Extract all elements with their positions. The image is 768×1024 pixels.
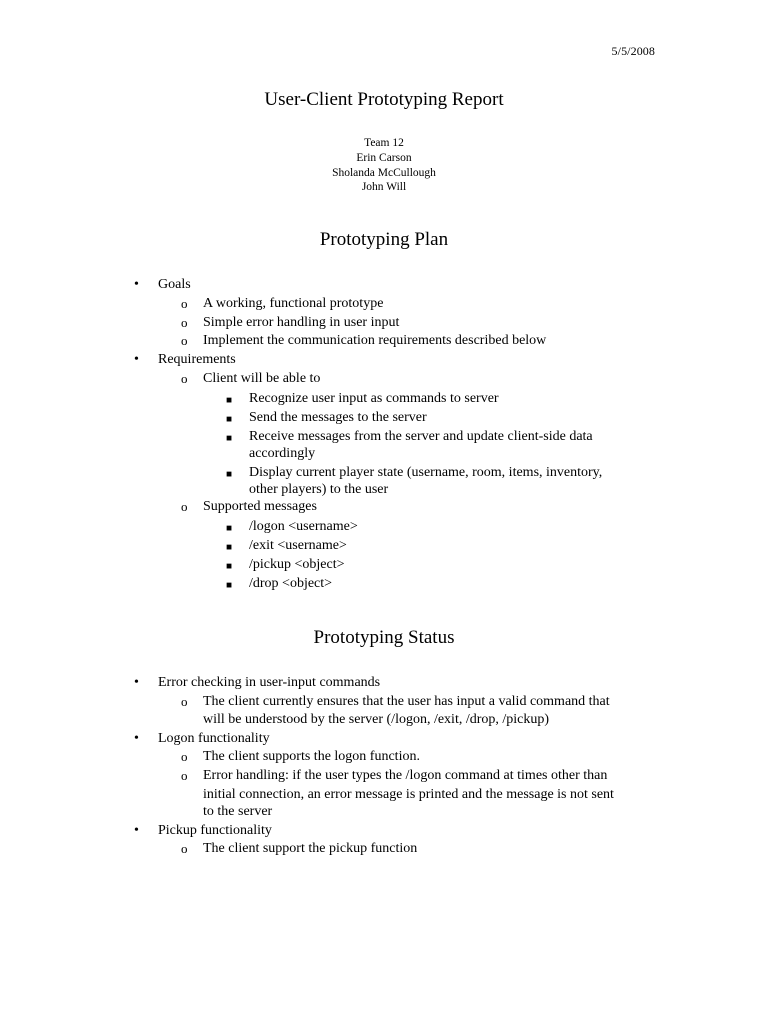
circle-bullet-icon: o	[181, 768, 188, 783]
circle-bullet-icon: o	[181, 499, 188, 514]
error-checking-item: will be understood by the server (/logon, /exit, /drop, /pickup)	[203, 712, 550, 727]
logon-label: Logon functionality	[158, 731, 270, 746]
client-item: Send the messages to the server	[249, 410, 427, 425]
square-bullet-icon: ■	[226, 414, 233, 425]
goals-label: Goals	[158, 277, 191, 292]
square-bullet-icon: ■	[226, 523, 233, 534]
client-item: Recognize user input as commands to server	[249, 391, 499, 406]
message-item: /drop <object>	[249, 576, 333, 591]
goal-item: A working, functional prototype	[203, 296, 384, 311]
square-bullet-icon: ■	[226, 433, 233, 444]
section-heading-plan: Prototyping Plan	[319, 229, 449, 250]
client-item: other players) to the user	[249, 482, 389, 497]
client-item: Receive messages from the server and update client-side data	[249, 429, 593, 444]
circle-bullet-icon: o	[181, 371, 188, 386]
document-title: User-Client Prototyping Report	[264, 89, 504, 110]
circle-bullet-icon: o	[181, 315, 188, 330]
goal-item: Simple error handling in user input	[203, 315, 400, 330]
team-name: Team 12	[364, 137, 404, 149]
client-label: Client will be able to	[203, 371, 321, 386]
message-item: /pickup <object>	[249, 557, 345, 572]
logon-item: The client supports the logon function.	[203, 749, 420, 764]
bullet-icon: •	[134, 277, 139, 292]
circle-bullet-icon: o	[181, 333, 188, 348]
message-item: /logon <username>	[249, 519, 358, 534]
bullet-icon: •	[134, 823, 139, 838]
logon-item: to the server	[203, 804, 273, 819]
logon-item: Error handling: if the user types the /logon command at times other than	[203, 768, 608, 783]
square-bullet-icon: ■	[226, 395, 233, 406]
bullet-icon: •	[134, 731, 139, 746]
team-member: Erin Carson	[356, 151, 412, 164]
circle-bullet-icon: o	[181, 694, 188, 709]
square-bullet-icon: ■	[226, 561, 233, 572]
requirements-label: Requirements	[158, 352, 236, 367]
team-member: Sholanda McCullough	[332, 166, 436, 179]
bullet-icon: •	[134, 675, 139, 690]
error-checking-label: Error checking in user-input commands	[158, 675, 381, 690]
client-item: Display current player state (username, room, items, inventory,	[249, 465, 603, 480]
circle-bullet-icon: o	[181, 296, 188, 311]
circle-bullet-icon: o	[181, 749, 188, 764]
square-bullet-icon: ■	[226, 469, 233, 480]
document-date: 5/5/2008	[611, 44, 655, 58]
square-bullet-icon: ■	[226, 580, 233, 591]
team-block	[0, 136, 768, 195]
square-bullet-icon: ■	[226, 542, 233, 553]
section-heading-status: Prototyping Status	[313, 627, 455, 648]
bullet-icon: •	[134, 352, 139, 367]
pickup-label: Pickup functionality	[158, 823, 272, 838]
team-member: John Will	[361, 181, 407, 194]
logon-item: initial connection, an error message is printed and the message is not sent	[203, 787, 614, 802]
client-item: accordingly	[249, 446, 316, 461]
messages-label: Supported messages	[203, 499, 317, 514]
message-item: /exit <username>	[249, 538, 347, 553]
error-checking-item: The client currently ensures that the user has input a valid command that	[203, 694, 610, 709]
goal-item: Implement the communication requirements described below	[203, 333, 547, 348]
pickup-item: The client support the pickup function	[203, 841, 418, 856]
circle-bullet-icon: o	[181, 841, 188, 856]
